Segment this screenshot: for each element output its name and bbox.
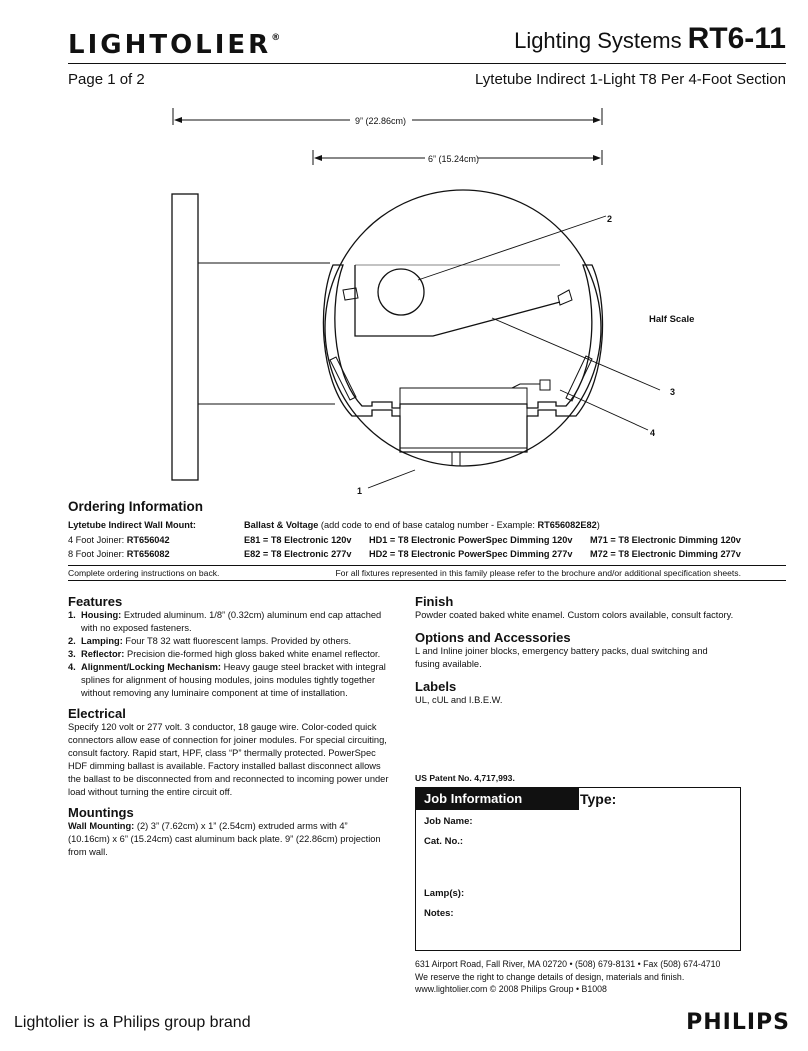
feature-item	[68, 661, 390, 700]
feature-item	[68, 648, 390, 661]
feature-num: 4.	[68, 662, 76, 672]
finish-title: Finish	[415, 594, 454, 609]
code-hd1: HD1 = T8 Electronic PowerSpec Dimming 120v	[369, 535, 573, 545]
labels-text: UL, cUL and I.B.E.W.	[415, 695, 503, 705]
joiner-4-label: 4 Foot Joiner:	[68, 535, 127, 545]
philips-logo: PHILIPS	[686, 1010, 790, 1035]
finish-text: Powder coated baked white enamel. Custom colors available, consult factory.	[415, 610, 734, 620]
callout-3: 3	[670, 387, 676, 397]
contact-web: www.lightolier.com © 2008 Philips Group • B1008	[415, 984, 607, 994]
electrical-title: Electrical	[68, 706, 126, 721]
feature-text: Heavy gauge steel bracket with integral splines for alignment of housing modules, joins modules tightly together without removing any luminaire component at time of installation.	[81, 662, 386, 698]
ordering-bottom-rule	[68, 580, 786, 581]
ordering-note-right: For all fixtures represented in this family please refer to the brochure and/or additional specification sheets.	[335, 568, 741, 578]
code-e81: E81 = T8 Electronic 120v	[244, 535, 352, 545]
feature-label: Housing:	[81, 610, 122, 620]
dim-outer-label: 9” (22.86cm)	[355, 116, 407, 126]
job-name-label: Job Name:	[424, 816, 473, 827]
header-rule	[68, 63, 786, 64]
labels-title: Labels	[415, 679, 457, 694]
job-type-label: Type:	[580, 791, 617, 807]
ordering-rule	[68, 565, 786, 566]
cat-no-label: Cat. No.:	[424, 836, 464, 847]
mount-label: Lytetube Indirect Wall Mount:	[68, 520, 196, 530]
code-e82: E82 = T8 Electronic 277v	[244, 549, 352, 559]
left-column	[68, 594, 390, 859]
ordering-title: Ordering Information	[68, 499, 203, 514]
ballast-heading-end: )	[596, 520, 600, 530]
ballast-example: RT656082E82	[537, 520, 597, 530]
contact-disclaimer: We reserve the right to change details of design, materials and finish.	[415, 971, 685, 982]
mountings-text	[68, 820, 390, 859]
ordering-note-left: Complete ordering instructions on back.	[68, 568, 220, 578]
joiner-4-code: RT656042	[126, 535, 170, 545]
contact-address: 631 Airport Road, Fall River, MA 02720 • (508) 679-8131 • Fax (508) 674-4710	[415, 959, 721, 969]
lighting-systems: Lighting Systems	[514, 28, 682, 53]
ballast-heading	[244, 520, 600, 530]
contact-block	[415, 958, 720, 996]
product-heading	[514, 22, 786, 56]
joiner-8	[68, 549, 170, 559]
wall-mounting-label: Wall Mounting:	[68, 821, 135, 831]
feature-text: Extruded aluminum. 1/8” (0.32cm) aluminum end cap attached with no exposed fasteners.	[81, 610, 382, 633]
patent-number: US Patent No. 4,717,993.	[415, 773, 515, 783]
callout-4: 4	[650, 428, 656, 438]
wall-mounting-text: (2) 3” (7.62cm) x 1” (2.54cm) extruded arms with 4” (10.16cm) x 6” (15.24cm) cast aluminum back plate. 9” (22.86cm) projection from wall.	[68, 821, 381, 857]
brand-line: Lightolier is a Philips group brand	[14, 1014, 251, 1031]
scale-note: Half Scale	[649, 314, 695, 325]
code-hd2: HD2 = T8 Electronic PowerSpec Dimming 277v	[369, 549, 573, 559]
registered-mark: ®	[271, 33, 281, 44]
options-text: L and Inline joiner blocks, emergency battery packs, dual switching and fusing available.	[415, 646, 708, 669]
lightolier-logo	[68, 30, 280, 60]
job-info-title: Job Information	[416, 788, 579, 810]
job-information-box	[415, 787, 741, 951]
code-m72: M72 = T8 Electronic Dimming 277v	[590, 549, 741, 559]
feature-text: Four T8 32 watt fluorescent lamps. Provided by others.	[122, 636, 352, 646]
electrical-text: Specify 120 volt or 277 volt. 3 conductor, 18 gauge wire. Color-coded quick connectors allow ease of connection for joiner modules. For special circuiting, consult factory. Rapid start, HPF, class “P” thermally protected. PowerSpec HDF dimming ballast is available. Factory installed ballast disconnect allows the ballast to be disconnected from and reconnected to incoming power under load without turning the entire circuit off.	[68, 722, 389, 797]
code-m71: M71 = T8 Electronic Dimming 120v	[590, 535, 741, 545]
joiner-8-code: RT656082	[126, 549, 170, 559]
feature-label: Alignment/Locking Mechanism:	[81, 662, 221, 672]
ballast-heading-bold: Ballast & Voltage	[244, 520, 319, 530]
features-list	[68, 609, 390, 700]
joiner-4	[68, 535, 170, 545]
options-title: Options and Accessories	[415, 630, 571, 645]
callout-2: 2	[607, 214, 613, 224]
right-column	[415, 594, 735, 707]
page-number: Page 1 of 2	[68, 71, 145, 88]
feature-num: 1.	[68, 610, 76, 620]
feature-label: Reflector:	[81, 649, 125, 659]
feature-item	[68, 609, 390, 635]
feature-num: 3.	[68, 649, 76, 659]
ballast-heading-text: (add code to end of base catalog number - Example:	[318, 520, 538, 530]
cross-section-drawing	[0, 95, 808, 495]
notes-label: Notes:	[424, 908, 454, 919]
lamps-label: Lamp(s):	[424, 888, 465, 899]
dim-inner-label: 6” (15.24cm)	[428, 154, 480, 164]
mountings-title: Mountings	[68, 805, 134, 820]
product-subtitle: Lytetube Indirect 1-Light T8 Per 4-Foot Section	[474, 71, 786, 88]
model-number: RT6-11	[687, 22, 786, 55]
logo-text: LIGHTOLIER	[68, 30, 272, 60]
feature-label: Lamping:	[81, 636, 123, 646]
feature-num: 2.	[68, 636, 76, 646]
joiner-8-label: 8 Foot Joiner:	[68, 549, 127, 559]
feature-text: Precision die-formed high gloss baked white enamel reflector.	[124, 649, 381, 659]
features-title: Features	[68, 594, 123, 609]
feature-item	[68, 635, 390, 648]
callout-1: 1	[357, 486, 363, 495]
